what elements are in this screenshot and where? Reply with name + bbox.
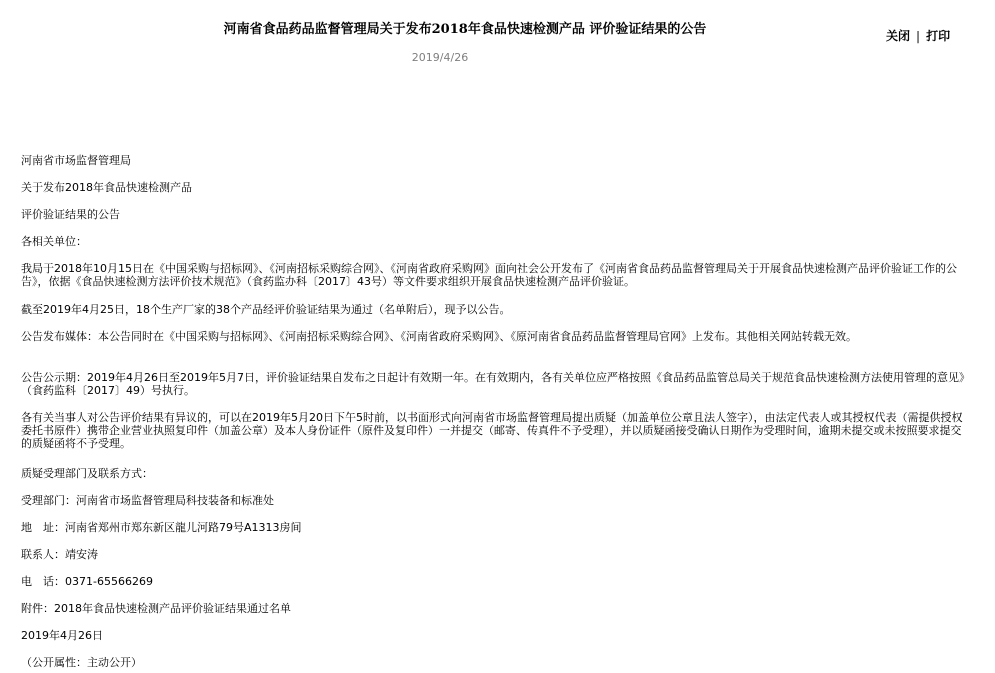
paragraph-objection: 各有关当事人对公告评价结果有异议的，可以在2019年5月20日下午5时前，以书面形式向河南省市场监督管理局提出质疑（加盖单位公章且法人签字），由法定代表人或其授权代表（需提供授权委托书原件）携带企业营业执照复印件（加盖公章）及本人身份证件（原件及复印件）一并提交（邮寄、传真件不予受理），并以质疑函接受确认日期作为受理时间，逾期未提交或未按照要求提交的质疑函将不予受理。 bbox=[21, 411, 963, 450]
contact-department: 受理部门：河南省市场监督管理局科技装备和标准处 bbox=[21, 494, 274, 507]
public-attribute: （公开属性：主动公开） bbox=[21, 656, 142, 669]
contact-heading: 质疑受理部门及联系方式： bbox=[21, 467, 153, 480]
paragraph-media: 公告发布媒体：本公告同时在《中国采购与招标网》、《河南招标采购综合网》、《河南省政府采购网》、《原河南省食品药品监督管理局官网》上发布。其他相关网站转载无效。 bbox=[21, 330, 857, 343]
attachment-line: 附件：2018年食品快速检测产品评价验证结果通过名单 bbox=[21, 602, 291, 615]
subject-line-2: 评价验证结果的公告 bbox=[21, 208, 120, 221]
subject-line-1: 关于发布2018年食品快速检测产品 bbox=[21, 181, 192, 194]
contact-person: 联系人：靖安涛 bbox=[21, 548, 98, 561]
paragraph-period: 公告公示期：2019年4月26日至2019年5月7日，评价验证结果自发布之日起计有效期一年。在有效期内，各有关单位应严格按照《食品药品监管总局关于规范食品快速检测方法使用管理的意见》（食药监科〔2017〕49）号执行。 bbox=[21, 371, 970, 397]
print-link[interactable]: 打印 bbox=[926, 29, 951, 43]
contact-phone: 电 话：0371-65566269 bbox=[21, 575, 153, 588]
issuing-org: 河南省市场监督管理局 bbox=[21, 154, 131, 167]
paragraph-background: 我局于2018年10月15日在《中国采购与招标网》、《河南招标采购综合网》、《河南省政府采购网》面向社会公开发布了《河南省食品药品监督管理局关于开展食品快速检测产品评价验证工作的公告》，依据《食品快速检测方法评价技术规范》（食药监办科〔2017〕43号）等文件要求组织开展食品快速检测产品评价验证。 bbox=[21, 262, 957, 288]
paragraph-result: 截至2019年4月25日，18个生产厂家的38个产品经评价验证结果为通过（名单附后），现予以公告。 bbox=[21, 303, 511, 316]
page-header bbox=[0, 0, 995, 70]
publish-date: 2019/4/26 bbox=[411, 51, 469, 64]
action-separator: | bbox=[916, 29, 921, 43]
page-title: 河南省食品药品监督管理局关于发布2018年食品快速检测产品 评价验证结果的公告 bbox=[223, 22, 707, 37]
close-link[interactable]: 关闭 bbox=[886, 29, 911, 43]
salutation: 各相关单位： bbox=[21, 235, 87, 248]
contact-address: 地 址：河南省郑州市郑东新区龍儿河路79号A1313房间 bbox=[21, 521, 302, 534]
header-actions bbox=[886, 27, 950, 45]
signature-date: 2019年4月26日 bbox=[21, 629, 103, 642]
